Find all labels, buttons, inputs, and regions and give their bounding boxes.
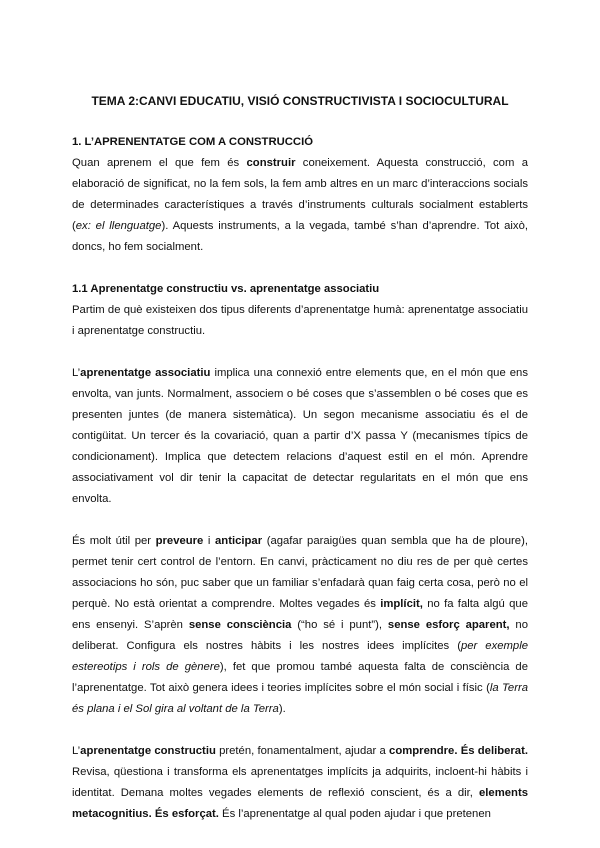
- document-body: [72, 132, 528, 825]
- associative-learning-paragraph: L’aprenentatge associatiu implica una connexió entre elements que, en el món que ens envolta, van junts. Normalment, associem o bé coses que s’assemblen o bé coses que es presenten juntes (de manera sistemàtica). Un segon mecanisme associatiu és el de contigüitat. Un tercer és la covariació, quan a partir d’X passa Y (mecanismes típics de condicionament). Implica que detectem relacions d’aquest estil en el món. Aprendre associativament vol dir tenir la capacitat de detectar regularitats en el món que ens envolta.: [72, 367, 528, 505]
- section-1-1-heading: 1.1 Aprenentatge constructiu vs. aprenentatge associatiu: [72, 283, 380, 295]
- section-1-1-intro: Partim de què existeixen dos tipus diferents d’aprenentatge humà: aprenentatge associatiu i aprenentatge constructiu.: [72, 304, 528, 337]
- section-1-heading: 1. L’APRENENTATGE COM A CONSTRUCCIÓ: [72, 136, 314, 148]
- document-title: TEMA 2:CANVI EDUCATIU, VISIÓ CONSTRUCTIVISTA I SOCIOCULTURAL: [91, 94, 509, 108]
- section-1-paragraph: Quan aprenem el que fem és construir coneixement. Aquesta construcció, com a elaboració de significat, no la fem sols, la fem amb altres en un marc d’interaccions socials de determinades característiques a través d’instruments culturals socialment establerts (ex: el llenguatge). Aquests instruments, a la vegada, també s’han d’aprendre. Tot això, doncs, ho fem socialment.: [72, 157, 529, 253]
- constructive-learning-paragraph: L’aprenentatge constructiu pretén, fonamentalment, ajudar a comprendre. És deliberat. Revisa, qüestiona i transforma els aprenentatges implícits ja adquirits, incloent-hi hàbits i identitat. Demana moltes vegades elements de reflexió conscient, és a dir, elements metacognitius. És esforçat. És l’aprenentatge al qual poden ajudar i que pretenen: [72, 745, 528, 820]
- associative-usefulness-paragraph: És molt útil per preveure i anticipar (agafar paraigües quan sembla que ha de ploure), permet tenir cert control de l’entorn. En canvi, pràcticament no diu res de per què certes associacions ho són, puc saber que un familiar s’enfadarà quan faig certa cosa, però no el perquè. No està orientat a comprendre. Moltes vegades és implícit, no fa falta algú que ens ensenyi. S’aprèn sense consciència (“ho sé i punt”), sense esforç aparent, no deliberat. Configura els nostres hàbits i les nostres idees implícites (per exemple estereotips i rols de gènere), fet que promou també aquesta falta de consciència de l’aprenentatge. Tot això genera idees i teories implícites sobre el món social i físic (la Terra és plana i el Sol gira al voltant de la Terra).: [72, 535, 529, 715]
